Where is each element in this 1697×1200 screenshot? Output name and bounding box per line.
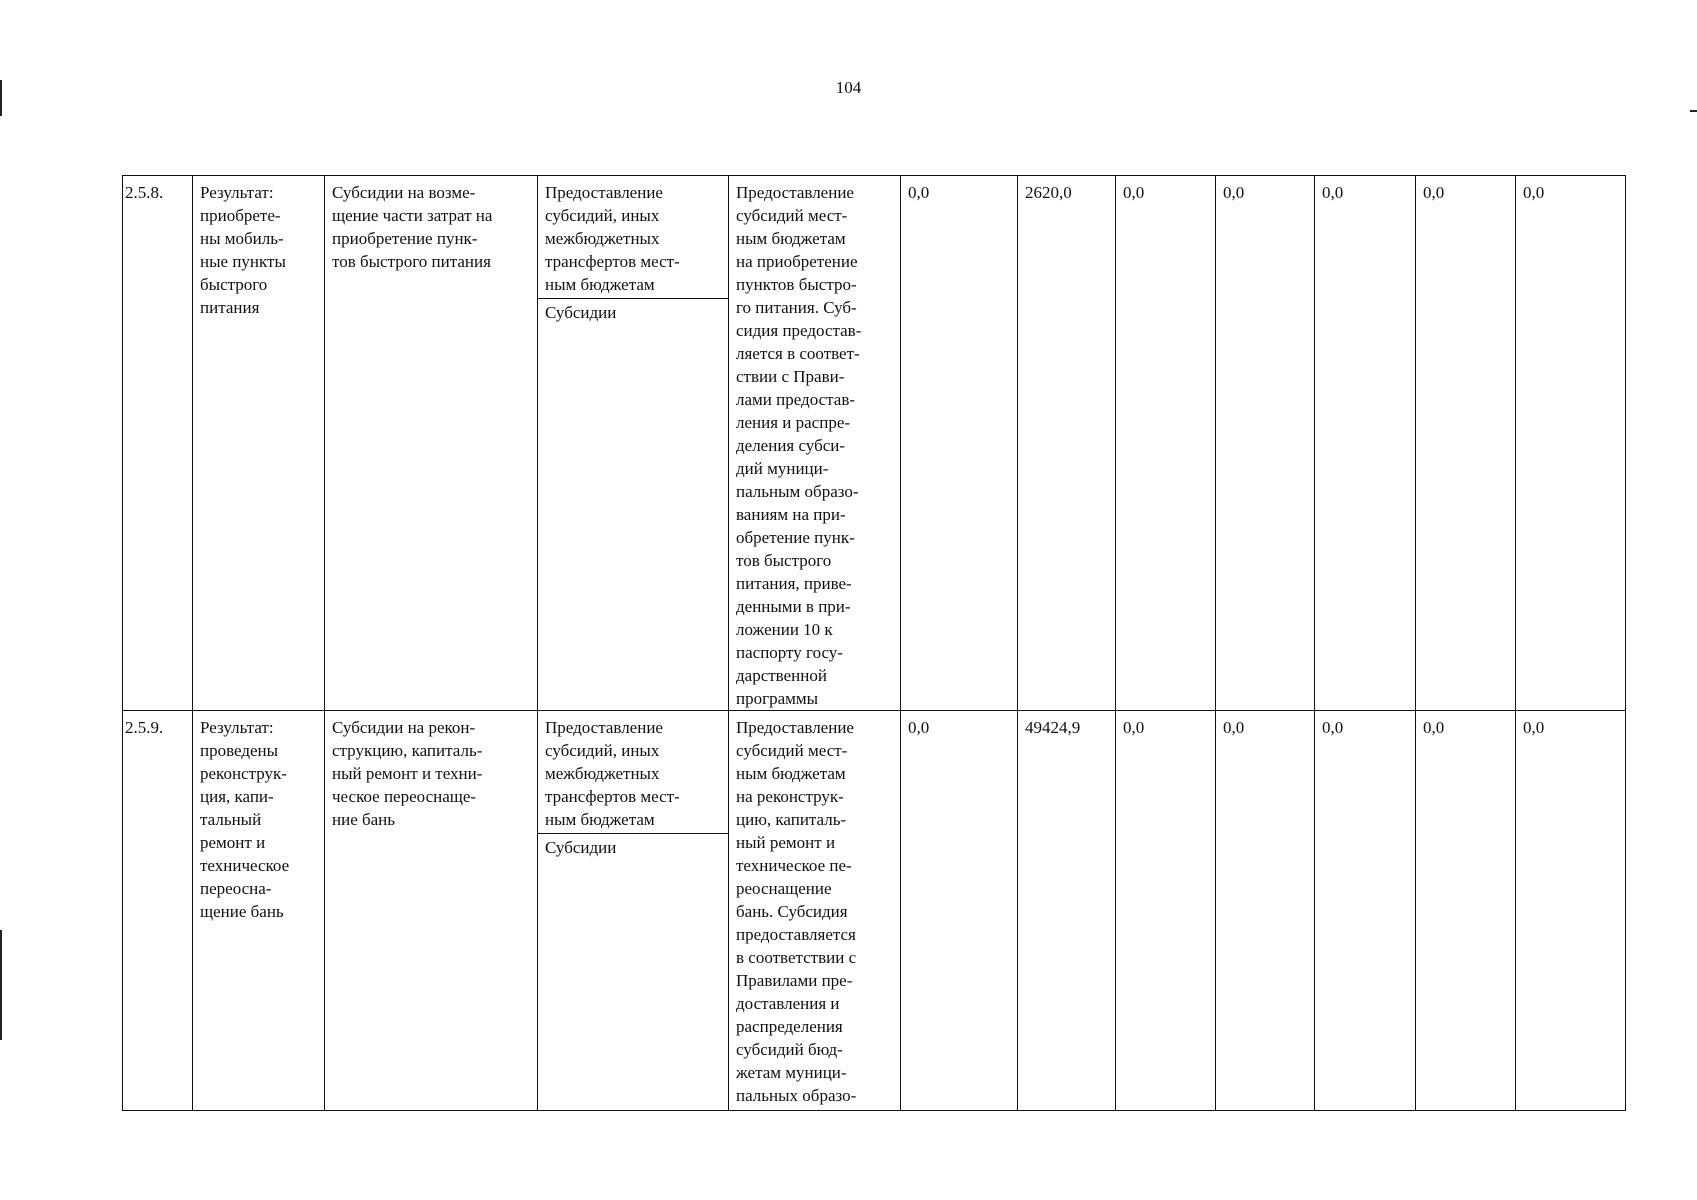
left-edge-mark xyxy=(0,930,2,1040)
mechanism-type: Субсидии xyxy=(545,838,617,857)
description-cell xyxy=(729,176,901,711)
description-text: Предоставление субсидий мест- ным бюджетам на реконструк- цию, капиталь- ный ремонт и техническое пе- реоснащение бань. Субсидия предоставляется в соответствии с Правилами пре- доставления и распределения субсидий бюд- жетам муници- пальных образо- xyxy=(736,718,857,1105)
description-cell xyxy=(729,711,901,1111)
mechanism-cell xyxy=(538,711,729,1111)
mechanism-text: Предоставление субсидий, иных межбюджетных трансфертов мест- ным бюджетам xyxy=(538,176,729,299)
table-row xyxy=(123,176,1626,711)
value-cell: 0,0 xyxy=(1116,176,1216,711)
description-text: Предоставление субсидий мест- ным бюджетам на приобретение пунктов быстро- го питания. Суб- сидия предостав- ляется в соответ- ствии с Прави- лами предостав- ления и распре- деления субси- дий муници- пальным образо- ваниям на при- обретение пунк- тов быстрого питания, приве- денными в при- ложении 10 к паспорту госу- дарственной программы xyxy=(736,183,862,708)
value-cell: 0,0 xyxy=(1315,711,1416,1111)
result-text: Результат: проведены реконструк- ция, капи- тальный ремонт и техническое переосна- щение бань xyxy=(200,718,290,921)
value-cell: 2620,0 xyxy=(1018,176,1116,711)
value-cell: 49424,9 xyxy=(1018,711,1116,1111)
value-cell: 0,0 xyxy=(1315,176,1416,711)
value-cell: 0,0 xyxy=(1216,711,1315,1111)
left-edge-mark xyxy=(0,80,2,116)
value-cell: 0,0 xyxy=(1116,711,1216,1111)
value-cell: 0,0 xyxy=(1416,176,1516,711)
measure-name-text: Субсидии на рекон- струкцию, капиталь- ный ремонт и техни- ческое переоснаще- ние бань xyxy=(332,718,483,829)
program-measures-table xyxy=(122,175,1626,1111)
page-number: 104 xyxy=(835,78,862,97)
value-cell: 0,0 xyxy=(1216,176,1315,711)
measure-name-cell xyxy=(325,176,538,711)
row-number: 2.5.9. xyxy=(123,711,193,1111)
measure-name-cell xyxy=(325,711,538,1111)
result-cell xyxy=(193,176,325,711)
value-cell: 0,0 xyxy=(901,711,1018,1111)
value-cell: 0,0 xyxy=(1516,176,1626,711)
mechanism-type: Субсидии xyxy=(545,303,617,322)
value-cell: 0,0 xyxy=(901,176,1018,711)
row-number: 2.5.8. xyxy=(123,176,193,711)
value-cell: 0,0 xyxy=(1416,711,1516,1111)
mechanism-cell xyxy=(538,176,729,711)
result-cell xyxy=(193,711,325,1111)
right-edge-mark xyxy=(1690,110,1697,112)
measure-name-text: Субсидии на возме- щение части затрат на приобретение пунк- тов быстрого питания xyxy=(332,183,493,271)
value-cell: 0,0 xyxy=(1516,711,1626,1111)
result-text: Результат: приобрете- ны мобиль- ные пункты быстрого питания xyxy=(200,183,286,317)
mechanism-text: Предоставление субсидий, иных межбюджетных трансфертов мест- ным бюджетам xyxy=(538,711,729,834)
table-row xyxy=(123,711,1626,1111)
